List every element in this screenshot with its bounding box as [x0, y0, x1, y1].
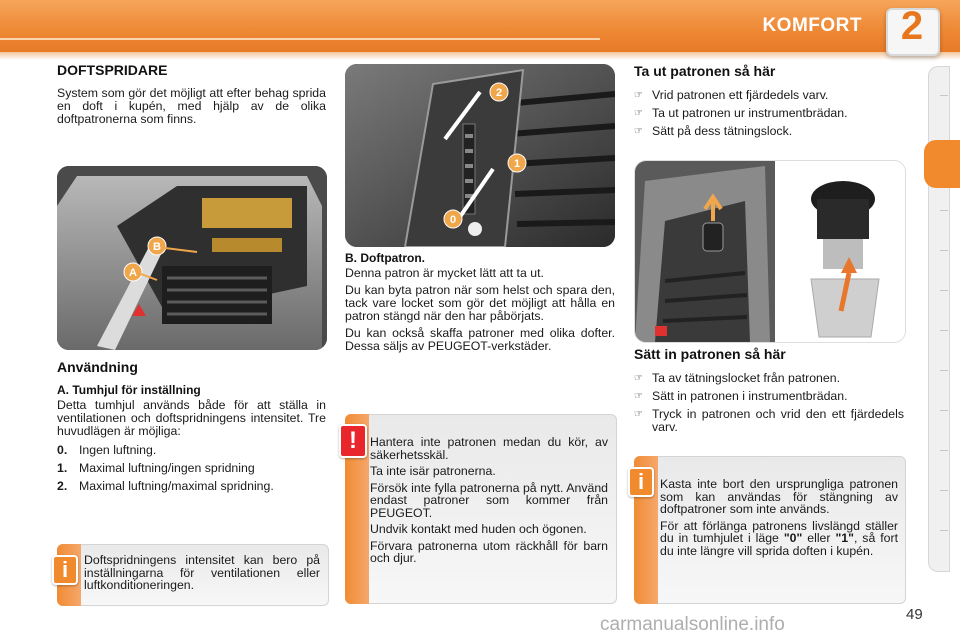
intro-text: System som gör det möjligt att efter behag sprida en doft i kupén, med hjälp av de olika doftpatronerna som finns. [57, 86, 326, 126]
cartridge-photo [634, 160, 906, 343]
list-item: ☞ Sätt på dess tätningslock. [634, 124, 793, 138]
thumbwheel-text: Detta tumhjul används både för att ställa in ventilationen och doftspridningens intensitet. Tre huvudlägen är möjliga: [57, 398, 326, 438]
label-b: B [153, 241, 161, 253]
warning-text: Hantera inte patronen medan du kör, av säkerhetsskäl. Ta inte isär patronerna. Försök inte fylla patronerna på nytt. Använd endast patroner som kommer från PEUGEOT. Undvik kontakt med huden och ögonen. Förvara patronerna utom räckhåll för barn och djur. [370, 435, 608, 565]
vent-illustration [345, 64, 615, 247]
list-item: ☞ Sätt in patronen i instrumentbrädan. [634, 389, 848, 403]
active-chapter-tab[interactable] [924, 140, 960, 188]
insert-title: Sätt in patronen så här [634, 346, 786, 362]
tab-divider [940, 450, 948, 451]
cartridge-illustration [635, 161, 905, 342]
page-number: 49 [906, 606, 923, 623]
dashboard-photo [57, 166, 327, 350]
label-0: 0 [449, 214, 457, 226]
watermark: carmanualsonline.info [600, 614, 785, 635]
info-icon: i [628, 467, 654, 497]
tab-divider [940, 530, 948, 531]
chapter-number: 2 [900, 4, 924, 48]
list-item: ☞ Tryck in patronen och vrid den ett fjärdedels varv. [634, 407, 904, 434]
label-1: 1 [513, 158, 521, 170]
list-item: 2. Maximal luftning/maximal spridning. [57, 479, 274, 493]
tab-divider [940, 250, 948, 251]
list-item: ☞ Ta av tätningslocket från patronen. [634, 371, 840, 385]
mode-list [57, 444, 326, 498]
tab-divider [940, 330, 948, 331]
list-item: ☞ Vrid patronen ett fjärdedels varv. [634, 88, 829, 102]
section-title: DOFTSPRIDARE [57, 62, 168, 78]
header-fade [0, 52, 960, 60]
thumbwheel-title: A. Tumhjul för inställning [57, 383, 201, 397]
vent-photo [345, 64, 615, 247]
list-item: 0. Ingen luftning. [57, 443, 157, 457]
info-text-right: Kasta inte bort den ursprungliga patronen som kan användas för stängning av doftpatroner som inte används. För att förlänga patronens livslängd ställer du in tumhjulet i läge "0" eller "1", så fort du inte längre vill sprida doften i kupén. [660, 477, 898, 558]
info-icon: i [52, 555, 78, 585]
tab-divider [940, 370, 948, 371]
cartridge-text: Denna patron är mycket lätt att ta ut. Du kan byta patron när som helst och spara den, tack vare locket som gör det möjligt att hålla en patron stängd när den har påbörjats. Du kan också skaffa patroner med olika dofter. Dessa säljs av PEUGEOT-verkstäder. [345, 266, 615, 353]
label-a: A [129, 267, 137, 279]
tab-divider [940, 290, 948, 291]
header-divider [0, 38, 600, 40]
cartridge-title: B. Doftpatron. [345, 251, 425, 265]
list-item: ☞ Ta ut patronen ur instrumentbrädan. [634, 106, 848, 120]
info-text-left: Doftspridningens intensitet kan bero på inställningarna för ventilationen eller luftkonditioneringen. [84, 553, 320, 592]
tab-divider [940, 490, 948, 491]
list-item: 1. Maximal luftning/ingen spridning [57, 461, 255, 475]
usage-title: Användning [57, 359, 138, 375]
dashboard-illustration [57, 166, 327, 350]
remove-steps [634, 89, 904, 143]
tab-divider [940, 95, 948, 96]
remove-title: Ta ut patronen så här [634, 63, 776, 79]
tab-divider [940, 410, 948, 411]
tab-divider [940, 210, 948, 211]
chapter-title: KOMFORT [762, 15, 862, 36]
warning-icon: ! [339, 424, 367, 458]
label-2: 2 [495, 87, 503, 99]
insert-steps [634, 372, 904, 439]
